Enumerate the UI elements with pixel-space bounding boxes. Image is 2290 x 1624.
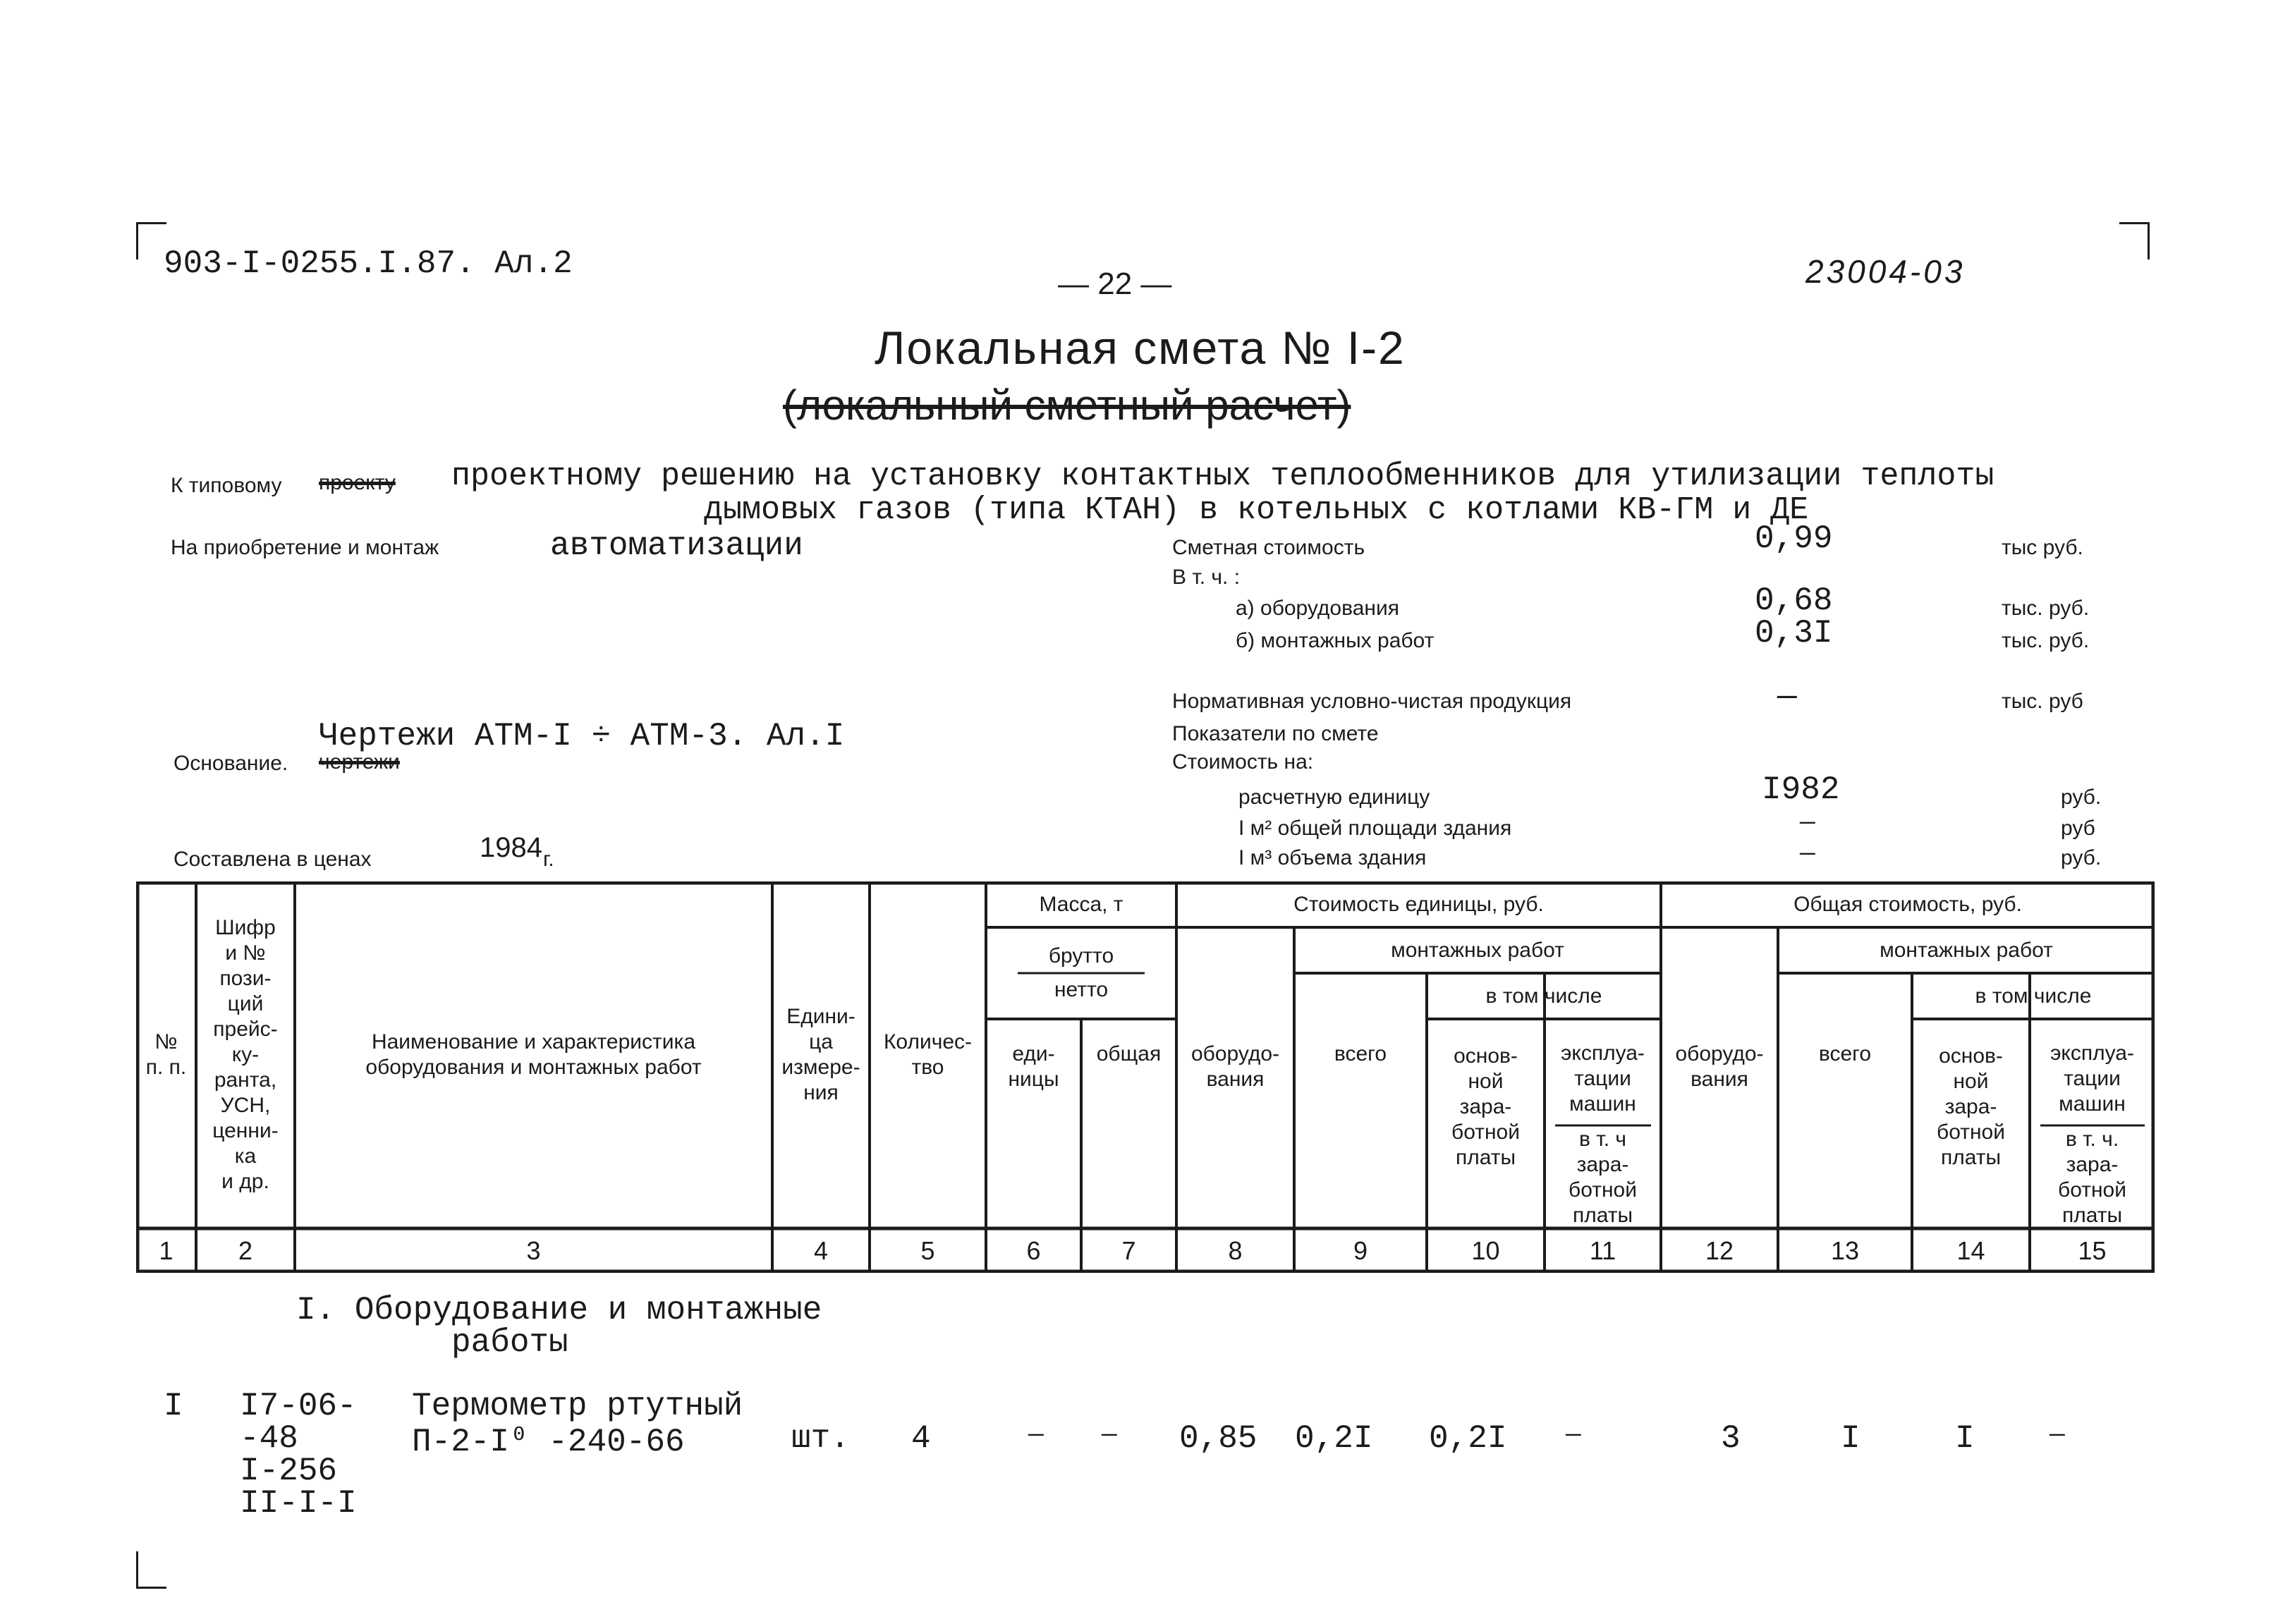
row-cost-equipment: 0,85	[1179, 1420, 1257, 1457]
column-number-15: 15	[2078, 1235, 2107, 1265]
project-struck-word: проекту	[319, 471, 396, 494]
corner-mark-top-left	[136, 222, 166, 260]
header-code: Шифр и № пози- ций прейс- ку- ранта, УСН, ценни- ка и др.	[212, 916, 279, 1193]
header-total-cost-machines-salary: в т. ч. зара- ботной платы	[2058, 1128, 2126, 1227]
row-cost-base-salary: 0,2I	[1429, 1420, 1507, 1457]
header-unit-cost-install-total: всего	[1334, 1042, 1387, 1066]
column-number-9: 9	[1353, 1235, 1368, 1265]
row-code-line-3: I-256	[240, 1453, 338, 1489]
column-number-13: 13	[1830, 1235, 1860, 1265]
header-mass: Масса, т	[1039, 892, 1123, 916]
header-unit-cost-equipment: оборудо- вания	[1190, 1042, 1280, 1091]
row-code-line-4: II-I-I	[240, 1485, 357, 1522]
per-volume-value: —	[1800, 839, 1815, 868]
estimate-table	[136, 881, 2155, 1273]
header-unit-cost-base-salary: основ- ной зара- ботной платы	[1451, 1044, 1520, 1169]
corner-mark-top-right	[2119, 222, 2150, 260]
column-number-7: 7	[1121, 1235, 1136, 1265]
section-title-line-1: I. Оборудование и монтажные	[296, 1292, 822, 1329]
per-unit-value: I982	[1762, 771, 1840, 808]
header-unit-cost: Стоимость единицы, руб.	[1293, 892, 1544, 916]
column-number-1: 1	[159, 1235, 173, 1265]
header-total-cost-install-total: всего	[1818, 1042, 1872, 1066]
installation-cost-unit: тыс. руб.	[2002, 629, 2090, 652]
including-label: В т. ч. :	[1172, 566, 1241, 589]
row-unit: шт.	[791, 1420, 850, 1457]
installation-cost-value: 0,3I	[1755, 615, 1833, 652]
project-prefix: К типовому	[171, 474, 282, 497]
header-netto: нетто	[1054, 978, 1109, 1001]
project-line-2: дымовых газов (типа КТАН) в котельных с котлами КВ-ГМ и ДЕ	[704, 492, 1809, 528]
header-unit-cost-machines: эксплуа- тации машин	[1561, 1042, 1645, 1116]
column-number-6: 6	[1026, 1235, 1041, 1265]
row-cost-install-total: 0,2I	[1295, 1420, 1373, 1457]
document-subtitle-struck: (локальный сметный расчет)	[783, 381, 1351, 429]
total-cost-label: Сметная стоимость	[1172, 536, 1365, 559]
header-mass-total: общая	[1096, 1042, 1162, 1066]
total-cost-unit: тыс руб.	[2002, 536, 2083, 559]
purchase-value: автоматизации	[550, 527, 803, 564]
column-number-4: 4	[813, 1235, 829, 1265]
basis-label: Основание.	[173, 752, 288, 775]
cost-per-label: Стоимость на:	[1172, 750, 1314, 774]
per-volume-unit: руб.	[2061, 846, 2102, 869]
column-number-12: 12	[1705, 1235, 1734, 1265]
row-name-line-2: П-2-I⁰ -240-66	[412, 1424, 685, 1460]
header-name: Наименование и характеристика оборудования и монтажных работ	[365, 1030, 702, 1079]
column-number-14: 14	[1956, 1235, 1985, 1265]
document-code: 903-I-0255.I.87. Ал.2	[164, 245, 573, 282]
indicators-label: Показатели по смете	[1172, 722, 1379, 745]
row-total-base-salary: I	[1955, 1420, 1975, 1457]
header-unit: Едини- ца измере- ния	[781, 1005, 860, 1104]
header-number: № п. п.	[145, 1030, 187, 1079]
column-number-5: 5	[920, 1235, 935, 1265]
installation-cost-label: б) монтажных работ	[1236, 629, 1435, 652]
row-code-line-2: -48	[240, 1420, 298, 1457]
header-total-cost-incl: в том числе	[1975, 984, 2092, 1008]
row-name-line-1: Термометр ртутный	[412, 1388, 743, 1424]
per-area-unit: руб	[2061, 817, 2095, 840]
per-volume-label: I м³ объема здания	[1238, 846, 1427, 869]
column-number-10: 10	[1471, 1235, 1500, 1265]
row-total-machines: —	[2050, 1420, 2065, 1449]
row-cost-machines: —	[1566, 1420, 1581, 1449]
per-unit-label: расчетную единицу	[1238, 786, 1430, 809]
per-area-label: I м² общей площади здания	[1238, 817, 1512, 840]
prices-label: Составлена в ценах	[173, 848, 372, 871]
header-unit-cost-install: монтажных работ	[1391, 938, 1564, 962]
per-unit-unit: руб.	[2061, 786, 2102, 809]
column-number-8: 8	[1228, 1235, 1243, 1265]
column-number-3: 3	[526, 1235, 541, 1265]
prices-suffix: г.	[543, 848, 554, 871]
row-total-install: I	[1841, 1420, 1860, 1457]
header-total-cost-machines: эксплуа- тации машин	[2050, 1042, 2134, 1116]
archive-number: 23004-03	[1805, 253, 1966, 290]
row-mass-unit: —	[1028, 1420, 1044, 1449]
header-total-cost-install: монтажных работ	[1880, 938, 2053, 962]
header-brutto: брутто	[1048, 944, 1114, 967]
section-title-line-2: работы	[451, 1324, 568, 1361]
equipment-cost-value: 0,68	[1755, 582, 1833, 619]
row-total-equipment: 3	[1721, 1420, 1741, 1457]
prices-year: 1984	[480, 832, 542, 863]
row-code-line-1: I7-06-	[240, 1388, 357, 1424]
header-total-cost-base-salary: основ- ной зара- ботной платы	[1937, 1044, 2005, 1169]
normative-production-value: —	[1777, 678, 1797, 715]
header-unit-cost-incl: в том числе	[1485, 984, 1602, 1008]
basis-struck-word: чертежи	[319, 750, 400, 774]
row-mass-total: —	[1102, 1420, 1117, 1449]
header-total-cost-equipment: оборудо- вания	[1675, 1042, 1764, 1091]
row-quantity: 4	[911, 1420, 931, 1457]
basis-value: Чертежи АТМ-I ÷ АТМ-3. Ал.I	[319, 718, 845, 755]
header-total-cost: Общая стоимость, руб.	[1793, 892, 2022, 916]
row-number: I	[164, 1388, 183, 1424]
page-number: — 22 —	[1058, 267, 1172, 301]
column-number-11: 11	[1589, 1235, 1616, 1265]
header-unit-cost-machines-salary: в т. ч зара- ботной платы	[1569, 1128, 1637, 1227]
per-area-value: —	[1800, 808, 1815, 837]
project-line-1: проектному решению на установку контактных теплообменников для утилизации теплоты	[451, 458, 1994, 494]
total-cost-value: 0,99	[1755, 520, 1833, 557]
document-title: Локальная смета № I-2	[875, 322, 1406, 374]
header-quantity: Количес- тво	[883, 1030, 973, 1079]
normative-production-label: Нормативная условно-чистая продукция	[1172, 690, 1572, 713]
equipment-cost-unit: тыс. руб.	[2002, 597, 2090, 620]
normative-production-unit: тыс. руб	[2002, 690, 2083, 713]
header-mass-unit: еди- ницы	[1008, 1042, 1059, 1091]
corner-mark-bottom-left	[136, 1551, 166, 1589]
equipment-cost-label: а) оборудования	[1236, 597, 1399, 620]
purchase-label: На приобретение и монтаж	[171, 536, 439, 559]
column-number-2: 2	[238, 1235, 253, 1265]
